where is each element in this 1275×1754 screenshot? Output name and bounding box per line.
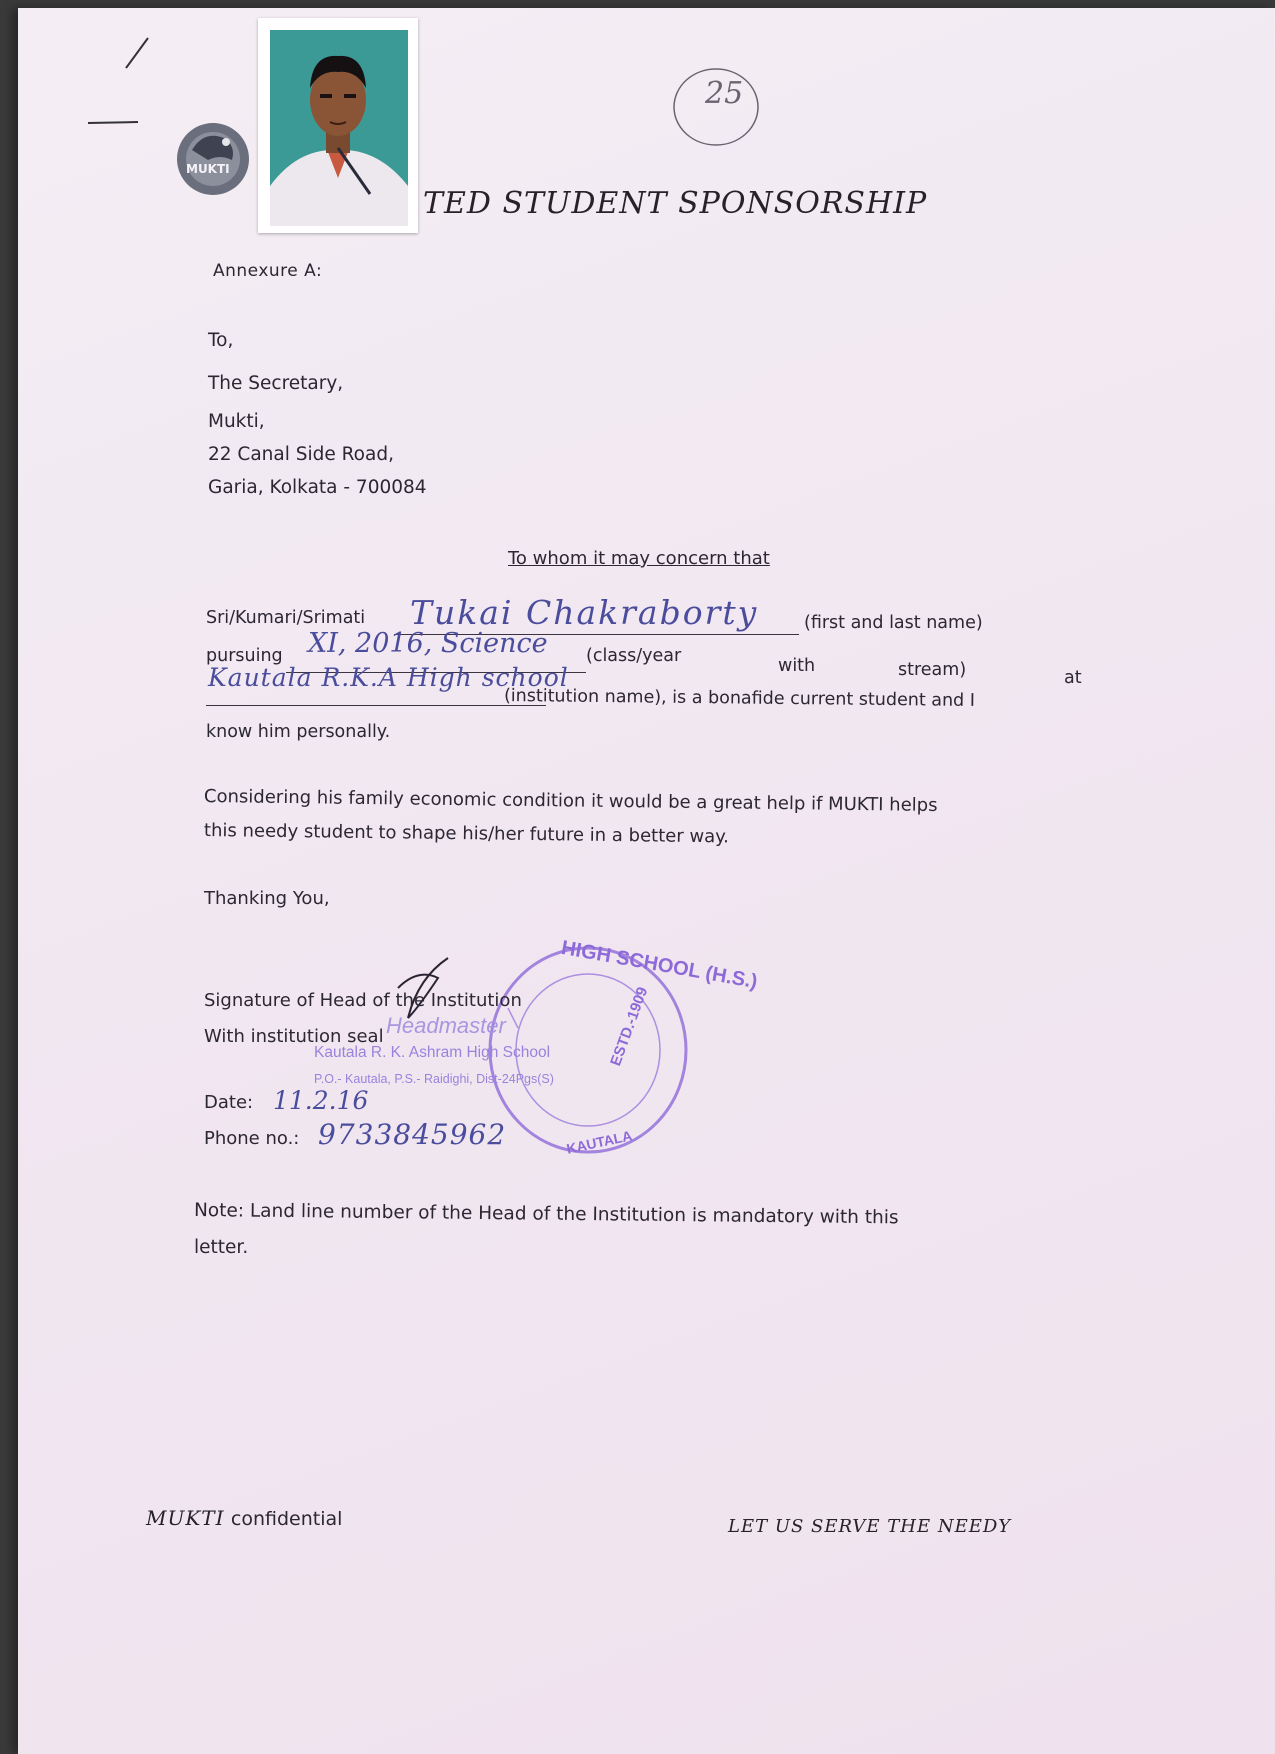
annexure-label: Annexure A: xyxy=(213,261,323,281)
headmaster-stamp-title: Headmaster xyxy=(386,1013,506,1038)
closing-line: Thanking You, xyxy=(204,888,330,909)
student-photo xyxy=(258,18,418,233)
address-line-1: The Secretary, xyxy=(208,373,344,394)
institution-value: Kautala R.K.A High school xyxy=(208,663,569,692)
student-name: Tukai Chakraborty xyxy=(410,593,759,632)
footer-confidential: confidential xyxy=(230,1508,343,1530)
at-label: at xyxy=(1064,668,1082,688)
date-value: 11.2.16 xyxy=(273,1086,369,1115)
name-hint: (first and last name) xyxy=(804,613,983,633)
mukti-logo xyxy=(174,120,252,198)
seal-top-text: HIGH SCHOOL (H.S.) xyxy=(559,936,760,994)
document-page xyxy=(18,8,1275,1754)
seal-left-text: ESTD.-1909 xyxy=(607,984,652,1069)
student-photo-image xyxy=(258,18,418,233)
institution-hint: (institution name), is a bonafide current student and I xyxy=(503,686,976,711)
headmaster-stamp-line-2: P.O.- Kautala, P.S.- Raidighi, Dist-24Pgs(S) xyxy=(314,1072,554,1086)
address-to: To, xyxy=(208,330,234,351)
institution-underline xyxy=(206,705,546,706)
pursuing-hint: (class/year xyxy=(586,646,682,666)
address-line-3: 22 Canal Side Road, xyxy=(208,444,394,465)
footer-brand: MUKTI xyxy=(146,1506,225,1530)
title-prefix: Sri/Kumari/Srimati xyxy=(206,608,366,628)
logo-text: MUKTI xyxy=(186,162,230,176)
footer-motto: LET US SERVE THE NEEDY xyxy=(728,1516,1012,1537)
signature-label: Signature of Head of the Institution xyxy=(204,990,522,1011)
form-line-4: know him personally. xyxy=(206,722,391,742)
mukti-logo-icon xyxy=(174,120,252,198)
note-line-1: Note: Land line number of the Head of the Institution is mandatory with this xyxy=(193,1200,899,1229)
stream-label: stream) xyxy=(898,660,967,680)
page-number: 25 xyxy=(705,76,744,111)
with-label: with xyxy=(778,656,816,676)
address-line-2: Mukti, xyxy=(208,411,265,432)
phone-value: 9733845962 xyxy=(318,1118,507,1151)
headmaster-stamp-line-1: Kautala R. K. Ashram High School xyxy=(314,1044,551,1061)
pursuing-label: pursuing xyxy=(206,646,283,666)
pursuing-value: XI, 2016, Science xyxy=(308,628,548,659)
seal-label: With institution seal xyxy=(204,1026,384,1047)
letter-heading: To whom it may concern that xyxy=(508,548,770,569)
note-line-2: letter. xyxy=(194,1237,249,1258)
paragraph-line-2: this needy student to shape his/her future in a better way. xyxy=(203,820,730,848)
paragraph-line-1: Considering his family economic condition it would be a great help if MUKTI helps xyxy=(203,786,938,816)
footer-left xyxy=(146,1506,342,1531)
address-line-4: Garia, Kolkata - 700084 xyxy=(208,477,427,498)
phone-label: Phone no.: xyxy=(204,1128,300,1149)
header-title: TED STUDENT SPONSORSHIP xyxy=(423,186,928,221)
seal-bottom-text: KAUTALA xyxy=(565,1127,634,1157)
date-label: Date: xyxy=(204,1092,254,1113)
pen-mark-icon xyxy=(78,18,178,128)
